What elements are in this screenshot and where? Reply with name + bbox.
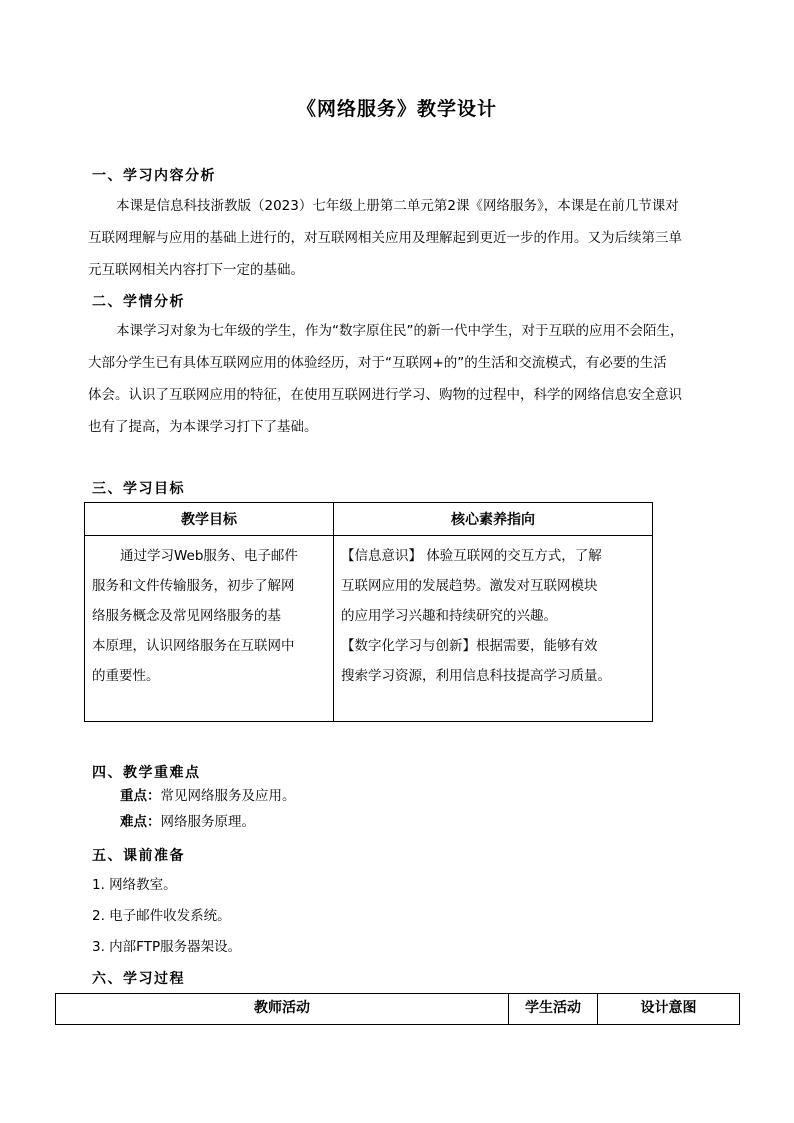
section-1-heading: 一、学习内容分析 — [92, 168, 216, 184]
section-3-heading: 三、学习目标 — [92, 481, 185, 497]
section-5-heading: 五、课前准备 — [92, 848, 185, 864]
cell-line: 本原理，认识网络服务在互联网中 — [92, 638, 295, 654]
learning-process-table — [55, 993, 740, 1025]
paragraph-line: 大部分学生已有具体互联网应用的体验经历，对于“互联网+的”的生活和交流模式，有必要的生活 — [88, 355, 667, 371]
list-item: 2. 电子邮件收发系统。 — [92, 908, 231, 924]
cell-line: 互联网应用的发展趋势。激发对互联网模块 — [341, 578, 598, 594]
document-title: 《网络服务》教学设计 — [296, 98, 497, 120]
table-header-teacher: 教师活动 — [56, 994, 509, 1025]
key-point-label: 重点： — [120, 788, 161, 804]
paragraph-line: 互联网理解与应用的基础上进行的，对互联网相关应用及理解起到更近一步的作用。又为后续第三单 — [88, 230, 682, 246]
goal-cell — [85, 536, 334, 722]
section-2-paragraph — [88, 315, 708, 443]
section-4-heading: 四、教学重难点 — [92, 765, 201, 781]
section-6-heading: 六、学习过程 — [92, 971, 185, 987]
cell-line: 通过学习Web服务、电子邮件 — [120, 548, 298, 564]
table-header-goal: 教学目标 — [85, 503, 334, 536]
difficult-point-text: 网络服务原理。 — [160, 814, 255, 830]
learning-goals-table — [84, 502, 653, 722]
section-2-heading: 二、学情分析 — [92, 294, 185, 310]
cell-line: 搜索学习资源，利用信息科技提高学习质量。 — [341, 668, 611, 684]
cell-line: 的应用学习兴趣和持续研究的兴趣。 — [341, 608, 557, 624]
paragraph-line: 本课是信息科技浙教版（2023）七年级上册第二单元第2课《网络服务》，本课是在前几节课对 — [116, 198, 679, 214]
core-cell — [334, 536, 653, 722]
key-point-text: 常见网络服务及应用。 — [160, 788, 296, 804]
list-item: 1. 网络教室。 — [92, 877, 177, 893]
cell-line: 的重要性。 — [92, 668, 160, 684]
table-header-core: 核心素养指向 — [334, 503, 653, 536]
paragraph-line: 体会。认识了互联网应用的特征，在使用互联网进行学习、购物的过程中，科学的网络信息安全意识 — [88, 387, 682, 403]
difficult-point-label: 难点： — [120, 814, 161, 830]
paragraph-line: 本课学习对象为七年级的学生，作为“数字原住民”的新一代中学生，对于互联的应用不会陌生， — [116, 323, 684, 339]
difficult-point — [120, 806, 255, 838]
table-header-intent: 设计意图 — [598, 994, 740, 1025]
section-1-paragraph — [88, 190, 708, 286]
paragraph-line: 元互联网相关内容打下一定的基础。 — [88, 262, 304, 278]
cell-line: 络服务概念及常见网络服务的基 — [92, 608, 281, 624]
paragraph-line: 也有了提高，为本课学习打下了基础。 — [88, 419, 318, 435]
cell-line: 【信息意识】 体验互联网的交互方式，了解 — [341, 548, 602, 564]
cell-line: 【数字化学习与创新】根据需要，能够有效 — [341, 638, 598, 654]
table-header-student: 学生活动 — [509, 994, 598, 1025]
cell-line: 服务和文件传输服务，初步了解网 — [92, 578, 295, 594]
list-item: 3. 内部FTP服务器架设。 — [92, 939, 242, 955]
